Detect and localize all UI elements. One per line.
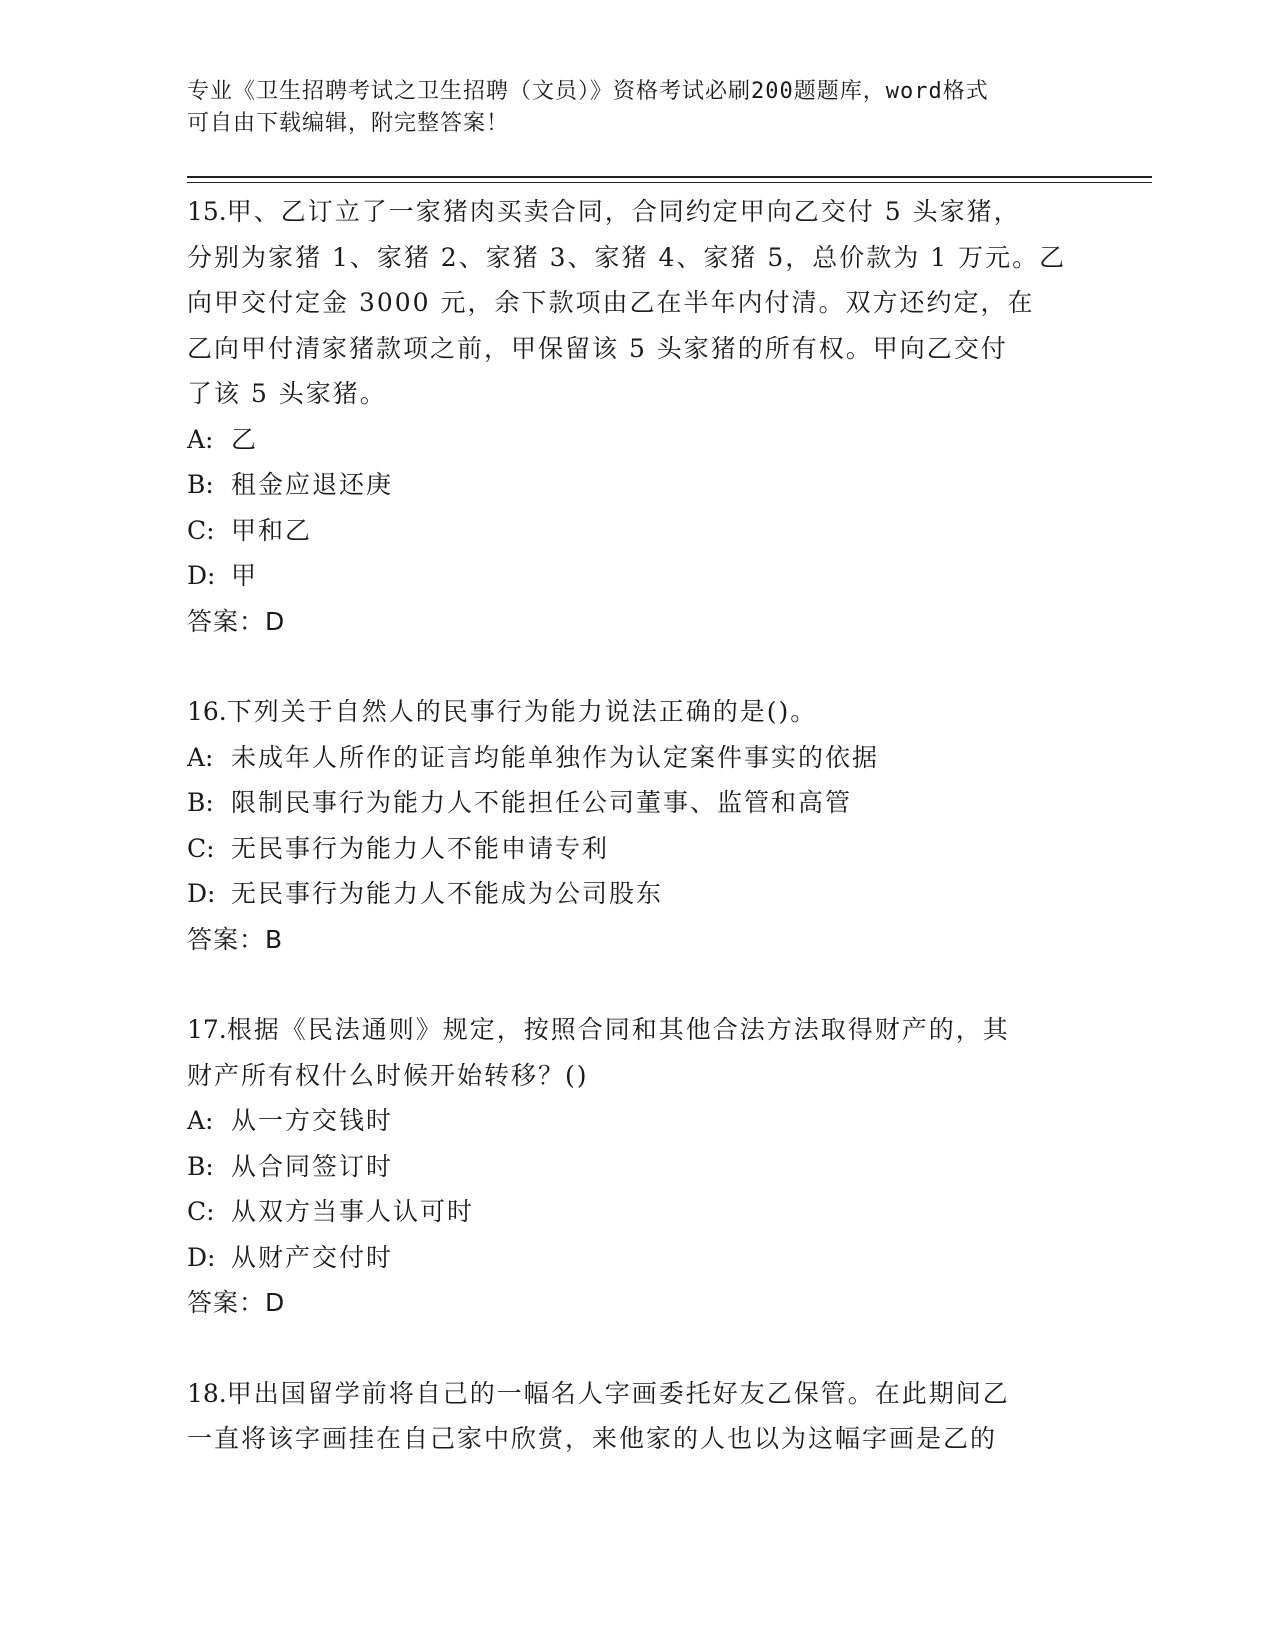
option-d — [187, 871, 1087, 917]
stem-line: 根据《民法通则》规定，按照合同和其他合法方法取得财产的，其 — [226, 1015, 1010, 1044]
stem-line: 乙向甲付清家猪款项之前，甲保留该 5 头家猪的所有权。甲向乙交付 — [187, 333, 1008, 363]
question-stem — [187, 1007, 1087, 1098]
question-stem — [187, 189, 1087, 417]
option-a — [187, 417, 1087, 463]
option-text: 无民事行为能力人不能成为公司股东 — [231, 879, 664, 908]
option-c — [187, 508, 1087, 554]
question-stem — [187, 689, 1087, 735]
question-stem — [187, 1371, 1087, 1462]
option-d — [187, 553, 1087, 599]
option-text: 甲 — [231, 561, 259, 590]
option-b — [187, 462, 1087, 508]
option-letter: D: — [187, 1242, 216, 1272]
stem-line: 财产所有权什么时候开始转移？() — [187, 1060, 589, 1090]
question-15 — [187, 189, 1087, 644]
option-letter: B: — [187, 470, 214, 499]
option-text: 限制民事行为能力人不能担任公司董事、监管和高管 — [231, 788, 853, 817]
option-letter: A: — [187, 424, 214, 454]
question-spacer — [187, 644, 1087, 689]
question-spacer — [187, 1326, 1087, 1371]
option-text: 乙 — [231, 424, 259, 454]
option-c — [187, 826, 1087, 872]
answer-line: 答案：B — [187, 924, 284, 954]
stem-line: 一直将该字画挂在自己家中欣赏，来他家的人也以为这幅字画是乙的 — [187, 1424, 998, 1453]
question-list — [187, 189, 1087, 1462]
question-number: 17. — [187, 1015, 227, 1044]
option-a — [187, 735, 1087, 781]
answer-line: 答案：D — [187, 606, 286, 636]
question-17 — [187, 1007, 1087, 1326]
option-letter: A: — [187, 1106, 214, 1135]
option-letter: D: — [187, 561, 216, 590]
question-number: 18. — [187, 1378, 227, 1408]
answer-line: 答案：D — [187, 1288, 286, 1317]
stem-line: 甲出国留学前将自己的一幅名人字画委托好友乙保管。在此期间乙 — [226, 1378, 1010, 1408]
option-text: 从合同签订时 — [231, 1151, 394, 1181]
stem-line: 了该 5 头家猪。 — [187, 379, 387, 408]
header-divider-thick — [187, 176, 1152, 178]
question-number: 15. — [187, 197, 227, 226]
option-text: 租金应退还庚 — [231, 470, 394, 499]
option-text: 从一方交钱时 — [231, 1106, 394, 1135]
option-c — [187, 1189, 1087, 1235]
document-header — [187, 76, 1067, 140]
stem-line: 下列关于自然人的民事行为能力说法正确的是()。 — [226, 697, 818, 726]
stem-line: 向甲交付定金 3000 元，余下款项由乙在半年内付清。双方还约定，在 — [187, 288, 1035, 317]
stem-line: 分别为家猪 1、家猪 2、家猪 3、家猪 4、家猪 5，总价款为 1 万元。乙 — [187, 242, 1067, 272]
option-a — [187, 1098, 1087, 1144]
option-letter: B: — [187, 1151, 214, 1181]
option-letter: D: — [187, 879, 216, 908]
option-letter: A: — [187, 742, 214, 772]
question-16 — [187, 689, 1087, 962]
header-divider-thin — [187, 182, 1152, 183]
option-text: 从双方当事人认可时 — [231, 1197, 475, 1226]
option-b — [187, 780, 1087, 826]
option-d — [187, 1235, 1087, 1281]
header-line-1: 专业《卫生招聘考试之卫生招聘（文员）》资格考试必刷200题题库，word格式 — [187, 79, 989, 104]
question-spacer — [187, 962, 1087, 1007]
header-line-2: 可自由下载编辑，附完整答案！ — [187, 111, 510, 136]
option-text: 甲和乙 — [231, 515, 313, 545]
option-letter: B: — [187, 788, 214, 817]
option-text: 无民事行为能力人不能申请专利 — [231, 833, 610, 863]
option-text: 未成年人所作的证言均能单独作为认定案件事实的依据 — [231, 742, 880, 772]
option-text: 从财产交付时 — [231, 1242, 394, 1272]
stem-line: 甲、乙订立了一家猪肉买卖合同，合同约定甲向乙交付 5 头家猪， — [226, 197, 1021, 226]
question-18 — [187, 1371, 1087, 1462]
option-b — [187, 1144, 1087, 1190]
option-letter: C: — [187, 515, 215, 545]
question-number: 16. — [187, 697, 227, 726]
option-letter: C: — [187, 833, 215, 863]
option-letter: C: — [187, 1197, 215, 1226]
